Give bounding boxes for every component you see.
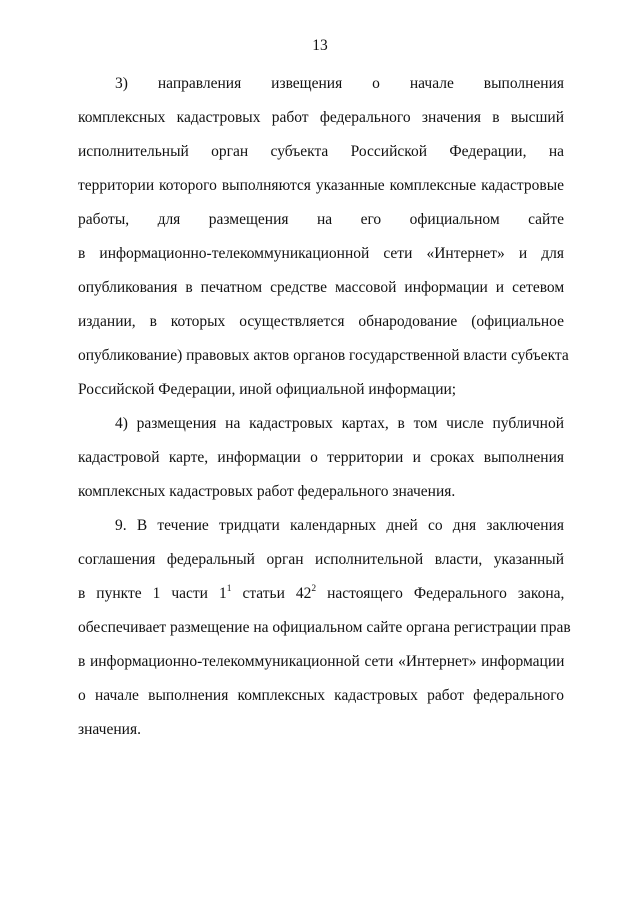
paragraph-item-4 bbox=[78, 407, 564, 509]
text-line: в информационно-телекоммуникационной сети «Интернет» информации bbox=[78, 653, 565, 670]
text-line-with-references bbox=[78, 577, 564, 611]
text-line: издании, в которых осуществляется обнародование (официальное bbox=[78, 313, 564, 330]
text-line: 3) направления извещения о начале выполнения bbox=[115, 75, 564, 92]
text-line: 4) размещения на кадастровых картах, в том числе публичной bbox=[115, 415, 564, 432]
superscript-index: 1 bbox=[226, 583, 232, 594]
text-line: территории которого выполняются указанные комплексные кадастровые bbox=[78, 177, 564, 194]
text-line: о начале выполнения комплексных кадастровых работ федерального bbox=[78, 687, 564, 704]
text-line: комплексных кадастровых работ федерального значения. bbox=[78, 483, 456, 500]
text-line: опубликование) правовых актов органов государственной власти субъекта bbox=[78, 347, 569, 364]
paragraph-section-9 bbox=[78, 509, 571, 747]
text-line: комплексных кадастровых работ федерального значения в высший bbox=[78, 109, 564, 126]
text-line: кадастровой карте, информации о территории и сроках выполнения bbox=[78, 449, 564, 466]
reference-text: статьи 42 bbox=[231, 585, 312, 602]
superscript-index: 2 bbox=[311, 583, 317, 594]
text-line: 9. В течение тридцати календарных дней со дня заключения bbox=[115, 517, 564, 534]
reference-text: настоящего Федерального закона, bbox=[316, 585, 565, 602]
text-line: соглашения федеральный орган исполнительной власти, указанный bbox=[78, 551, 564, 568]
text-line: работы, для размещения на его официальном сайте bbox=[78, 211, 564, 228]
text-line: исполнительный орган субъекта Российской Федерации, на bbox=[78, 143, 564, 160]
paragraph-item-3 bbox=[78, 67, 569, 407]
text-line: опубликования в печатном средстве массовой информации и сетевом bbox=[78, 279, 565, 296]
text-line: Российской Федерации, иной официальной информации; bbox=[78, 381, 457, 398]
text-line: в информационно-телекоммуникационной сети «Интернет» и для bbox=[78, 245, 564, 262]
page-number: 13 bbox=[312, 37, 328, 54]
text-line: обеспечивает размещение на официальном сайте органа регистрации прав bbox=[78, 619, 571, 636]
reference-text: в пункте 1 части 1 bbox=[78, 585, 227, 602]
document-body bbox=[78, 67, 571, 747]
text-line: значения. bbox=[78, 721, 141, 738]
